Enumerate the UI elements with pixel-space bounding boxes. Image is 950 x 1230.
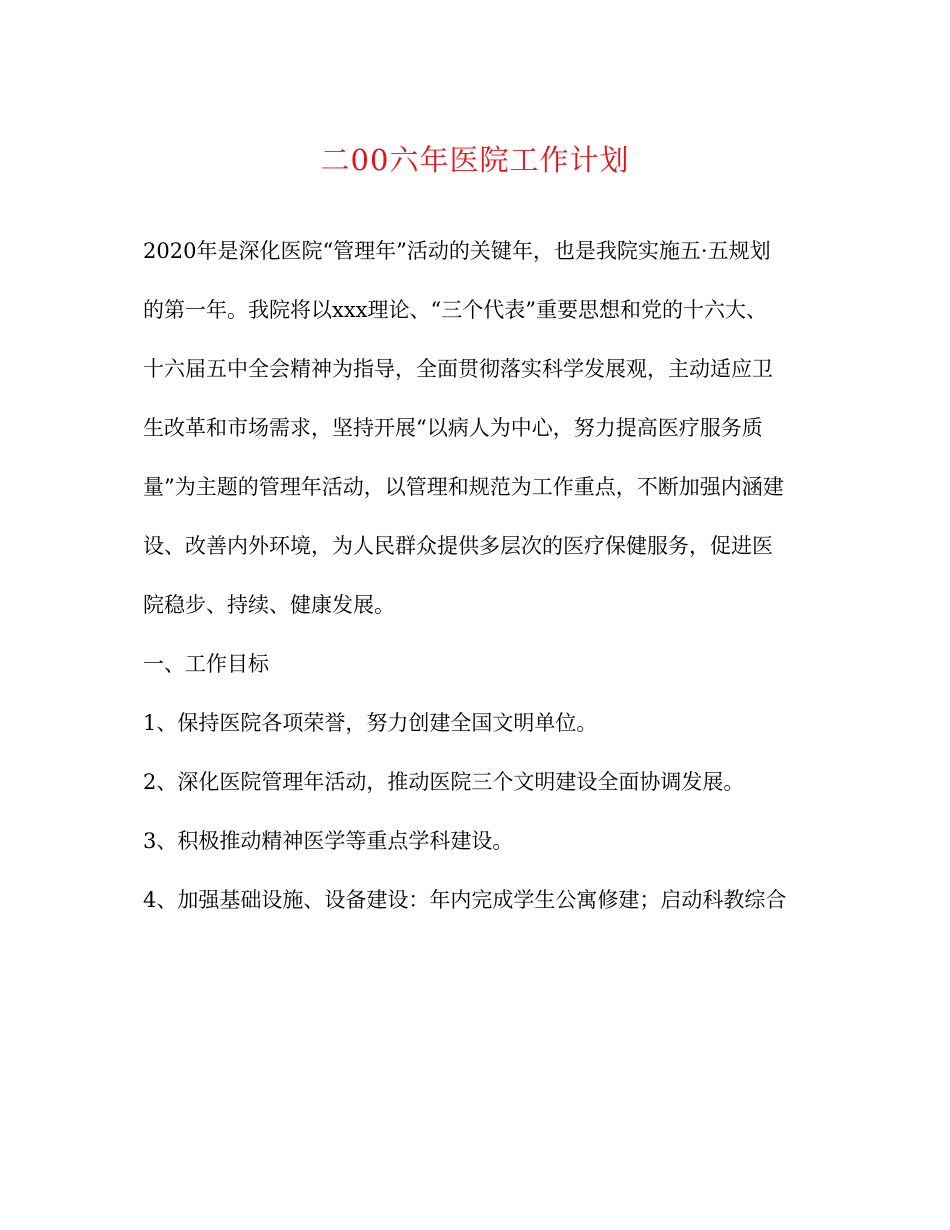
intro-line: 量”为主题的管理年活动，以管理和规范为工作重点，不断加强内涵建 (143, 475, 784, 499)
goal-item (143, 753, 811, 812)
intro-line: 设、改善内外环境，为人民群众提供多层次的医疗保健服务，促进医 (143, 534, 773, 558)
intro-line: 生改革和市场需求，坚持开展“以病人为中心，努力提高医疗服务质 (143, 416, 763, 440)
goal-item-text: 1、保持医院各项荣誉，努力创建全国文明单位。 (143, 711, 598, 735)
document-title: 二00六年医院工作计划 (320, 143, 630, 177)
goal-item (143, 812, 811, 871)
intro-paragraph (143, 222, 811, 635)
intro-line: 2020年是深化医院“管理年”活动的关键年，也是我院实施五·五规划 (143, 239, 771, 263)
intro-line: 十六届五中全会精神为指导，全面贯彻落实科学发展观，主动适应卫 (143, 357, 773, 381)
goal-item (143, 694, 811, 753)
goal-item (143, 871, 811, 930)
goal-item-text: 4、加强基础设施、设备建设：年内完成学生公寓修建；启动科教综合 (143, 888, 787, 912)
section-heading (143, 635, 811, 694)
document-body (143, 222, 811, 930)
intro-line: 的第一年。我院将以xxx理论、“三个代表”重要思想和党的十六大、 (143, 298, 767, 322)
section-heading-text: 一、工作目标 (143, 652, 269, 676)
goal-item-text: 2、深化医院管理年活动，推动医院三个文明建设全面协调发展。 (143, 770, 745, 794)
goal-item-text: 3、积极推动精神医学等重点学科建设。 (143, 829, 514, 853)
intro-line: 院稳步、持续、健康发展。 (143, 593, 395, 617)
